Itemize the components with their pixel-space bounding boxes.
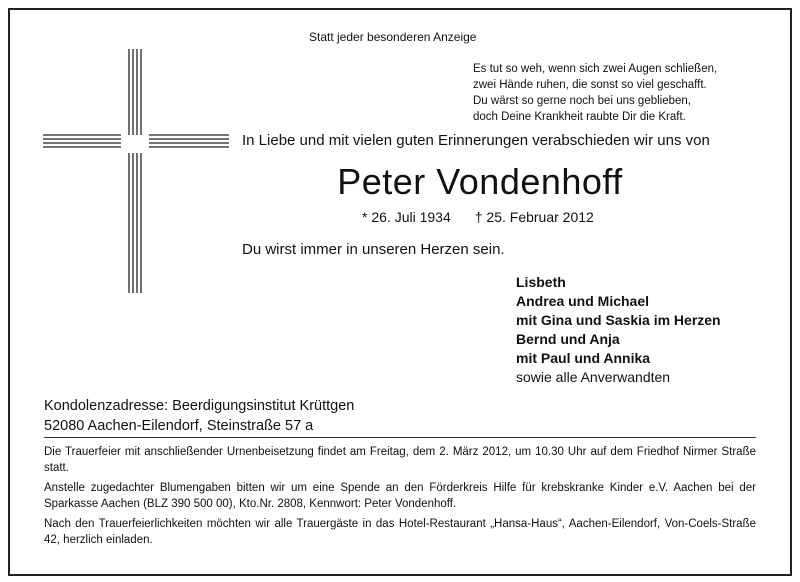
family-member: Lisbeth xyxy=(516,274,566,290)
birth-date: * 26. Juli 1934 xyxy=(362,209,451,225)
deceased-name: Peter Vondenhoff xyxy=(337,161,623,202)
death-date: † 25. Februar 2012 xyxy=(474,209,594,225)
notice-paragraph: Nach den Trauerfeierlichkeiten möchten wir alle Trauergäste in das Hotel-Restaurant „Hansa-Haus“, Aachen-Eilendorf, Von-Coels-Straße 42, herzlich einladen. xyxy=(44,518,756,546)
poem-line: zwei Hände ruhen, die sonst so viel geschafft. xyxy=(473,79,707,91)
condolence-address xyxy=(44,396,354,436)
family-relatives: sowie alle Anverwandten xyxy=(516,369,671,385)
poem xyxy=(473,61,717,125)
poem-line: Du wärst so gerne noch bei uns geblieben, xyxy=(473,95,692,107)
condolence-line: 52080 Aachen-Eilendorf, Steinstraße 57 a xyxy=(44,418,314,434)
family-member: Andrea und Michael xyxy=(516,293,650,309)
divider xyxy=(44,437,756,438)
notices xyxy=(44,444,756,552)
family-signatures xyxy=(516,273,721,387)
condolence-line: Kondolenzadresse: Beerdigungsinstitut Krüttgen xyxy=(44,398,355,414)
poem-line: Es tut so weh, wenn sich zwei Augen schließen, xyxy=(473,63,718,75)
family-member: mit Gina und Saskia im Herzen xyxy=(516,312,721,328)
notice-paragraph: Die Trauerfeier mit anschließender Urnenbeisetzung findet am Freitag, dem 2. März 2012, um 10.30 Uhr auf dem Friedhof Nirmer Straße statt. xyxy=(44,446,756,474)
family-member: mit Paul und Annika xyxy=(516,350,651,366)
motto: Du wirst immer in unseren Herzen sein. xyxy=(242,241,505,258)
notice-paragraph: Anstelle zugedachter Blumengaben bitten wir um eine Spende an den Förderkreis Hilfe für krebskranke Kinder e.V. Aachen bei der Sparkasse Aachen (BLZ 390 500 00), Kto.Nr. 2808, Kennwort: Peter Vondenhoff. xyxy=(44,482,756,510)
header-note: Statt jeder besonderen Anzeige xyxy=(309,30,477,44)
poem-line: doch Deine Krankheit raubte Dir die Kraft. xyxy=(473,111,686,123)
life-dates xyxy=(362,209,594,225)
intro-text: In Liebe und mit vielen guten Erinnerungen verabschieden wir uns von xyxy=(242,132,710,149)
cross-icon xyxy=(43,49,229,293)
family-member: Bernd und Anja xyxy=(516,331,620,347)
